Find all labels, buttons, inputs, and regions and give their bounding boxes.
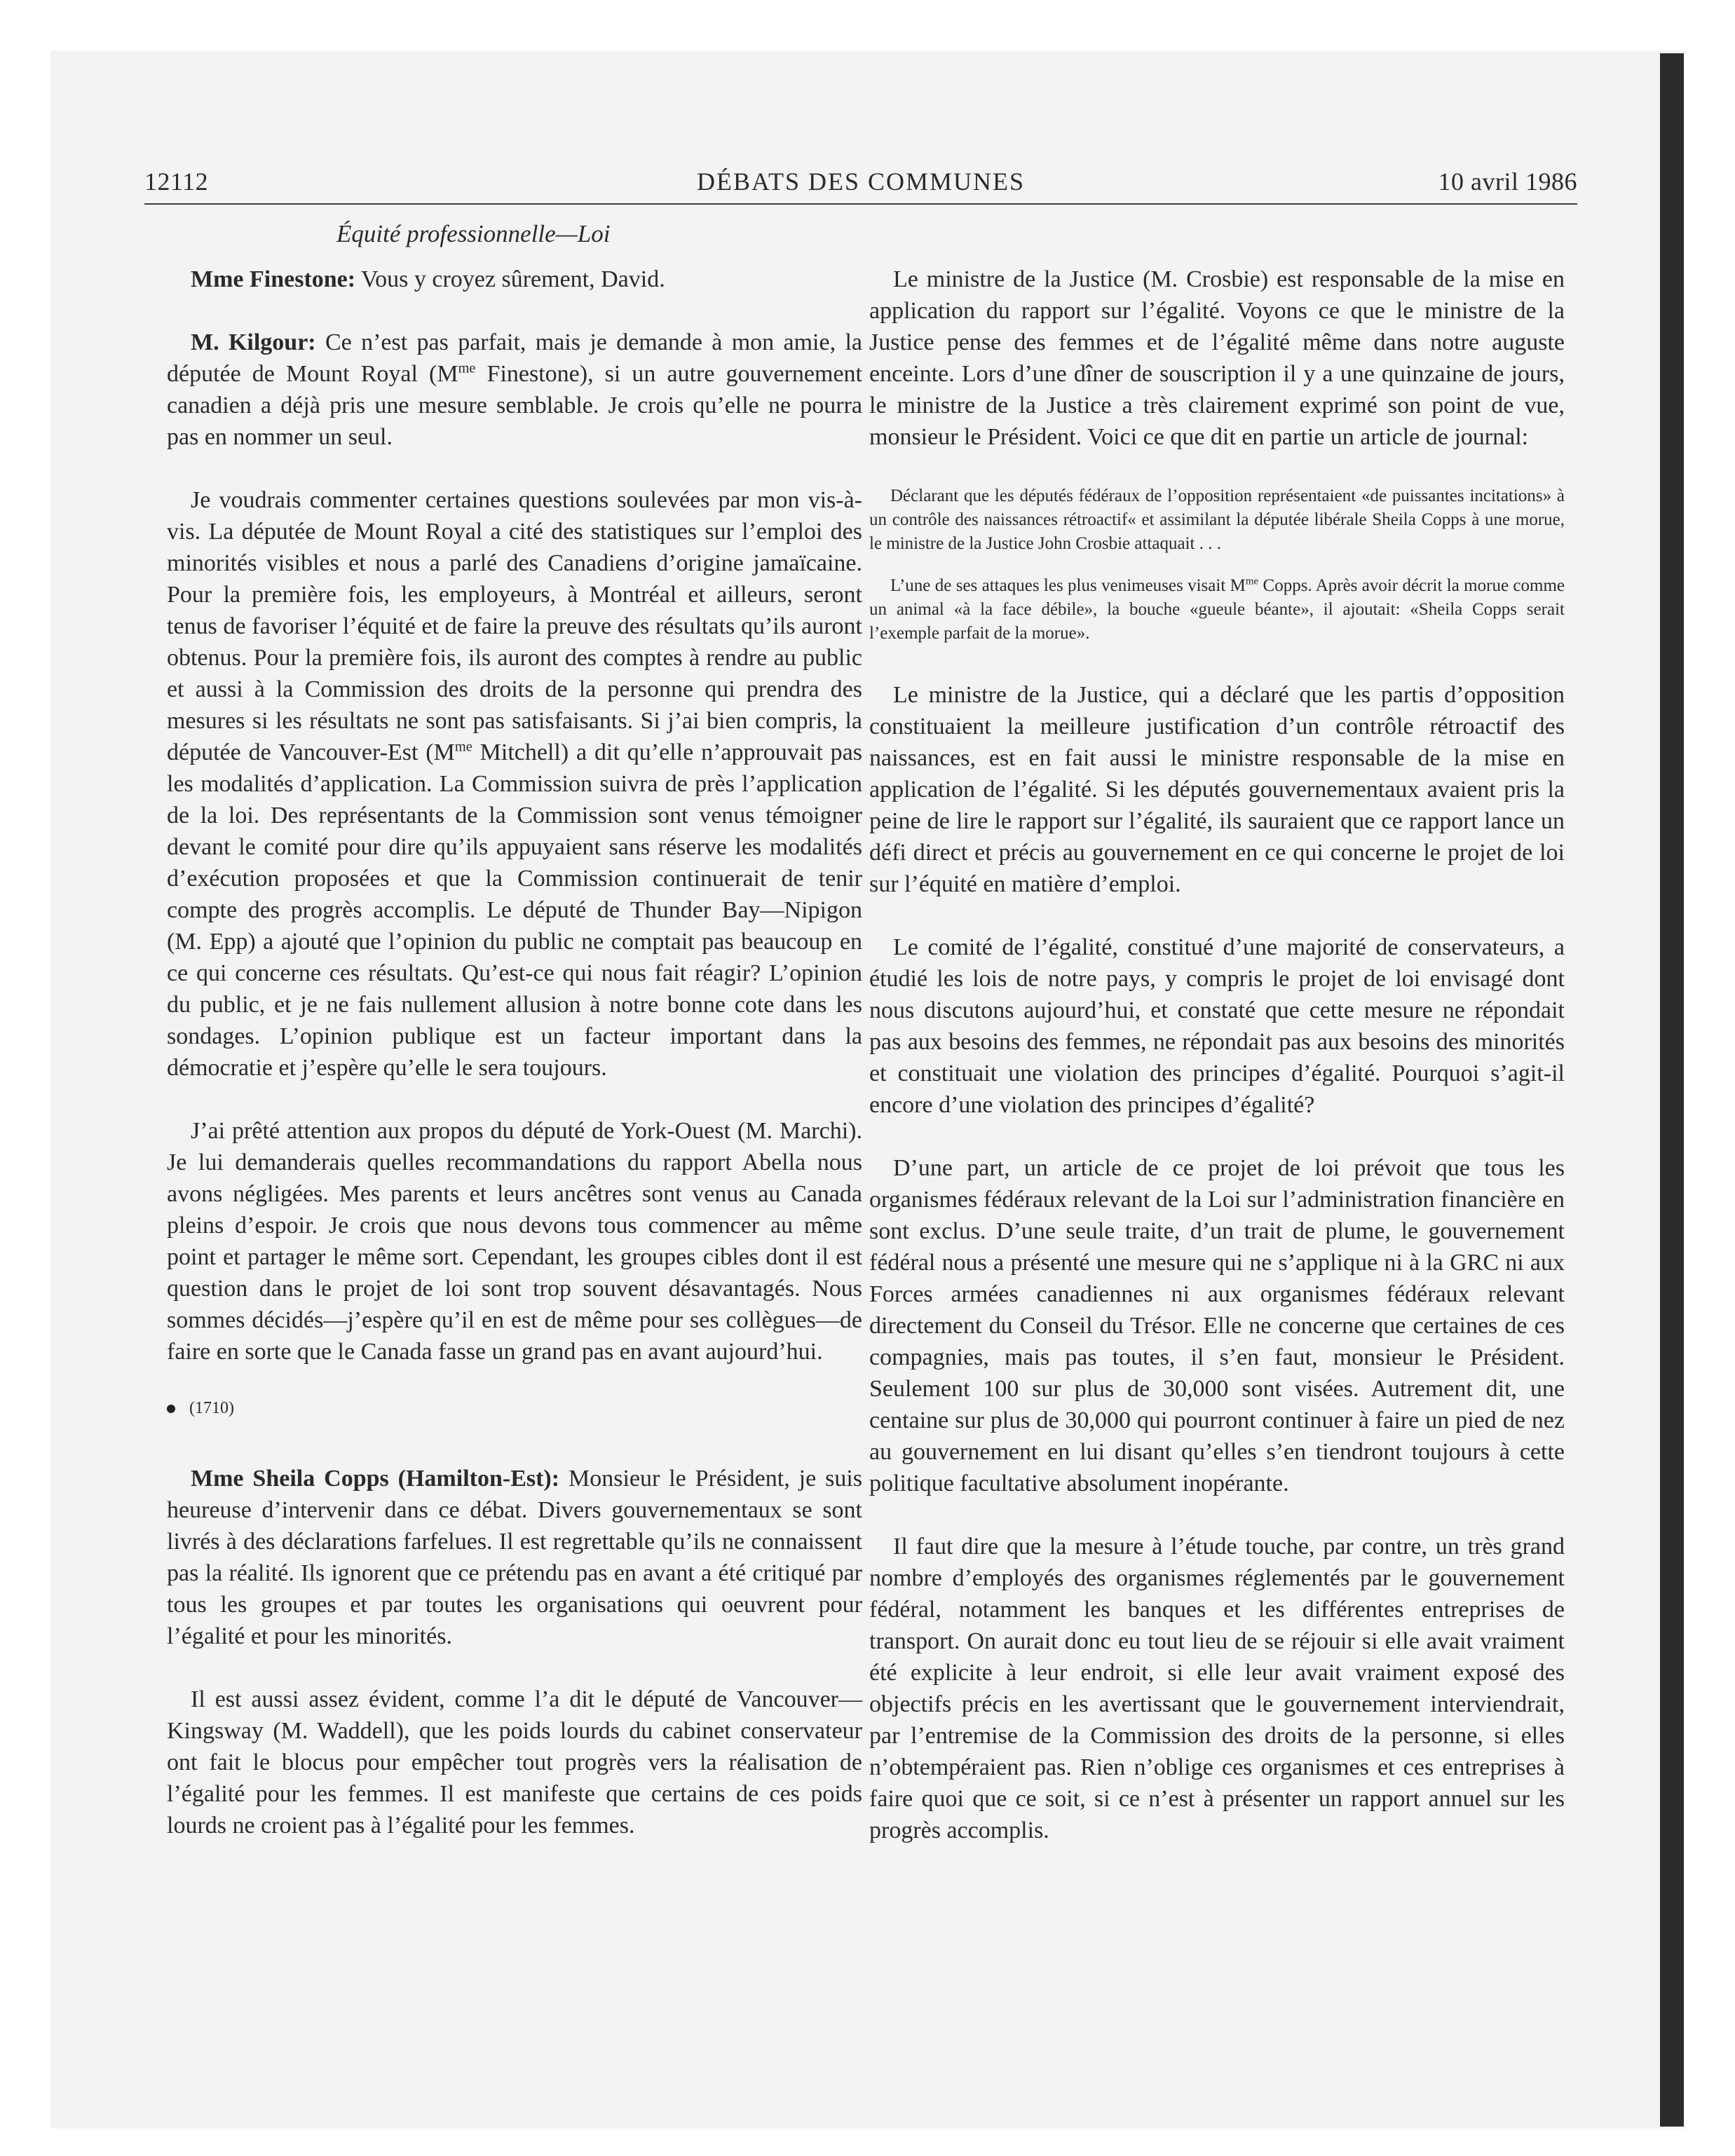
paragraph: Le ministre de la Justice, qui a déclaré que les partis d’opposition constituaient la meilleure justification d’un contrôle rétroactif des naissances, est en fait aussi le ministre responsable de la mise en application de l’égalité. Si les députés gouvernementaux avaient pris la peine de lire le rapport sur l’égalité, ils sauraient que ce rapport lance un défi direct et précis au gouvernement en ce qui concerne le projet de loi sur l’équité en matière d’emploi. [869, 682, 1565, 897]
page-date: 10 avril 1986 [1438, 168, 1577, 196]
paragraph: J’ai prêté attention aux propos du député de York-Ouest (M. Marchi). Je lui demanderais quelles recommandations du rapport Abella nous avons négligées. Mes parents et leurs ancêtres sont venus au Canada pleins d’espoir. Je crois que nous devons tous commencer au même point et partager le même sort. Cependant, les groupes cibles dont il est question dans le projet de loi sont trop souvent désavantagés. Nous sommes décidés—j’espère qu’il en est de même pour ses collègues—de faire en sorte que le Canada fasse un grand pas en avant aujourd’hui. [167, 1118, 862, 1365]
paragraph: Il faut dire que la mesure à l’étude touche, par contre, un très grand nombre d’employés des organismes réglementés par le gouvernement fédéral, notamment les banques et les différentes entreprises de transport. On aurait donc eu tout lieu de se réjouir si elle avait vraiment été explicite à leur endroit, si elle leur avait vraiment exposé des objectifs précis en les avertissant que le gouvernement interviendrait, par l’entremise de la Commission des droits de la personne, si elles n’obtempéraient pas. Rien n’oblige ces organismes et ces entreprises à faire quoi que ce soit, si ce n’est à présenter un rapport annuel sur les progrès accomplis. [869, 1534, 1565, 1843]
scan-edge-bar [1660, 53, 1684, 2127]
paragraph: Il est aussi assez évident, comme l’a dit le député de Vancouver—Kingsway (M. Waddell), que les poids lourds du cabinet conservateur ont fait le blocus pour empêcher tout progrès vers la réalisation de l’égalité pour les femmes. Il est manifeste que certains de ces poids lourds ne croient pas à l’égalité pour les femmes. [167, 1686, 862, 1838]
bullet-icon [167, 1405, 175, 1413]
paragraph: Mme Finestone: Vous y croyez sûrement, David. [191, 266, 665, 292]
speaker-name: Mme Finestone: [191, 266, 356, 292]
paragraph: M. Kilgour: Ce n’est pas parfait, mais je demande à mon amie, la députée de Mount Royal ($M^{me}$ Finestone), si un autre gouvernement canadien a déjà pris une mesure semblable. Je crois qu’elle ne pourra pas en nommer un seul. [167, 329, 863, 450]
speaker-name: M. Kilgour: [191, 329, 316, 355]
paragraph: D’une part, un article de ce projet de loi prévoit que tous les organismes fédéraux relevant de la Loi sur l’administration financière en sont exclus. D’une seule traite, d’un trait de plume, le gouvernement fédéral nous a présenté une mesure qui ne s’applique ni à la GRC ni aux Forces armées canadiennes ni aux organismes fédéraux relevant directement du Conseil du Trésor. Elle ne concerne que certaines de ces compagnies, mais pas toutes, il s’en faut, monsieur le Président. Seulement 100 sur plus de 30,000 sont visées. Autrement dit, une centaine sur plus de 30,000 qui pourront continuer à faire un pied de nez au gouvernement en lui disant qu’elles s’en tiendront toujours à cette politique facultative absolument inopérante. [869, 1155, 1565, 1496]
paragraph: Je voudrais commenter certaines questions soulevées par mon vis-à-vis. La députée de Mount Royal a cité des statistiques sur l’emploi des minorités visibles et nous a parlé des Canadiens d’origine jamaïcaine. Pour la première fois, les employeurs, à Montréal et ailleurs, seront tenus de favoriser l’équité et de faire la preuve des résultats qu’ils auront obtenus. Pour la première fois, ils auront des comptes à rendre au public et aussi à la Commission des droits de la personne qui prendra des mesures si les résultats ne sont pas satisfaisants. Si j’ai bien compris, la députée de Vancouver-Est ($M^{me}$ Mitchell) a dit qu’elle n’approuvait pas les modalités d’application. La Commission suivra de près l’application de la loi. Des représentants de la Commission sont venus témoigner devant le comité pour dire qu’ils appuyaient sans réserve les modalités d’exécution proposées et que la Commission continuerait de tenir compte des progrès accomplis. Le député de Thunder Bay—Nipigon (M. Epp) a ajouté que l’opinion du public ne comptait pas beaucoup en ce qui concerne ces résultats. Qu’est-ce qui nous fait réagir? L’opinion du public, et je ne fais nullement allusion à notre bonne cote dans les sondages. L’opinion publique est un facteur important dans la démocratie et j’espère qu’elle le sera toujours. [167, 487, 862, 1081]
left-column [167, 264, 862, 1873]
publication-title: DÉBATS DES COMMUNES [696, 168, 1026, 196]
right-column [869, 264, 1565, 1878]
block-quote: L’une de ses attaques les plus venimeuses visait $M^{me}$ Copps. Après avoir décrit la morue comme un animal «à la face débile», la bouche «gueule béante», il ajoutait: «Sheila Copps serait l’exemple parfait de la morue». [869, 575, 1565, 643]
paragraph: Le comité de l’égalité, constitué d’une majorité de conservateurs, a étudié les lois de notre pays, y compris le projet de loi envisagé dont nous discutons aujourd’hui, et constaté que cette mesure ne répondait pas aux besoins des femmes, ne répondait pas aux besoins des minorités et constituait une violation des principes d’égalité. Pourquoi s’agit-il encore d’une violation des principes d’égalité? [869, 934, 1565, 1118]
block-quote: Déclarant que les députés fédéraux de l’opposition représentaient «de puissantes incitations» à un contrôle des naissances rétroactif« et assimilant la députée libérale Sheila Copps à une morue, le ministre de la Justice John Crosbie attaquait . . . [869, 486, 1565, 553]
header-rule [144, 203, 1577, 205]
page-number: 12112 [144, 168, 209, 196]
speaker-name: Mme Sheila Copps (Hamilton-Est): [191, 1466, 560, 1492]
time-marker: (1710) [167, 1399, 862, 1418]
paragraph: Mme Sheila Copps (Hamilton-Est): Monsieur le Président, je suis heureuse d’intervenir dans ce débat. Divers gouvernementaux se sont livrés à des déclarations farfelues. Il est regrettable qu’ils ne connaissent pas la réalité. Ils ignorent que ce prétendu pas en avant a été critiqué par tous les groupes et par toutes les organisations qui oeuvrent pour l’égalité et pour les minorités. [167, 1466, 863, 1649]
page-header [144, 167, 1577, 206]
paragraph: Le ministre de la Justice (M. Crosbie) est responsable de la mise en application du rapport sur l’égalité. Voyons ce que le ministre de la Justice pense des femmes et de l’égalité même dans notre auguste enceinte. Lors d’une dîner de souscription il y a une quinzaine de jours, le ministre de la Justice a très clairement exprimé son point de vue, monsieur le Président. Voici ce que dit en partie un article de journal: [869, 266, 1565, 450]
section-subheading: Équité professionnelle—Loi [336, 220, 611, 247]
